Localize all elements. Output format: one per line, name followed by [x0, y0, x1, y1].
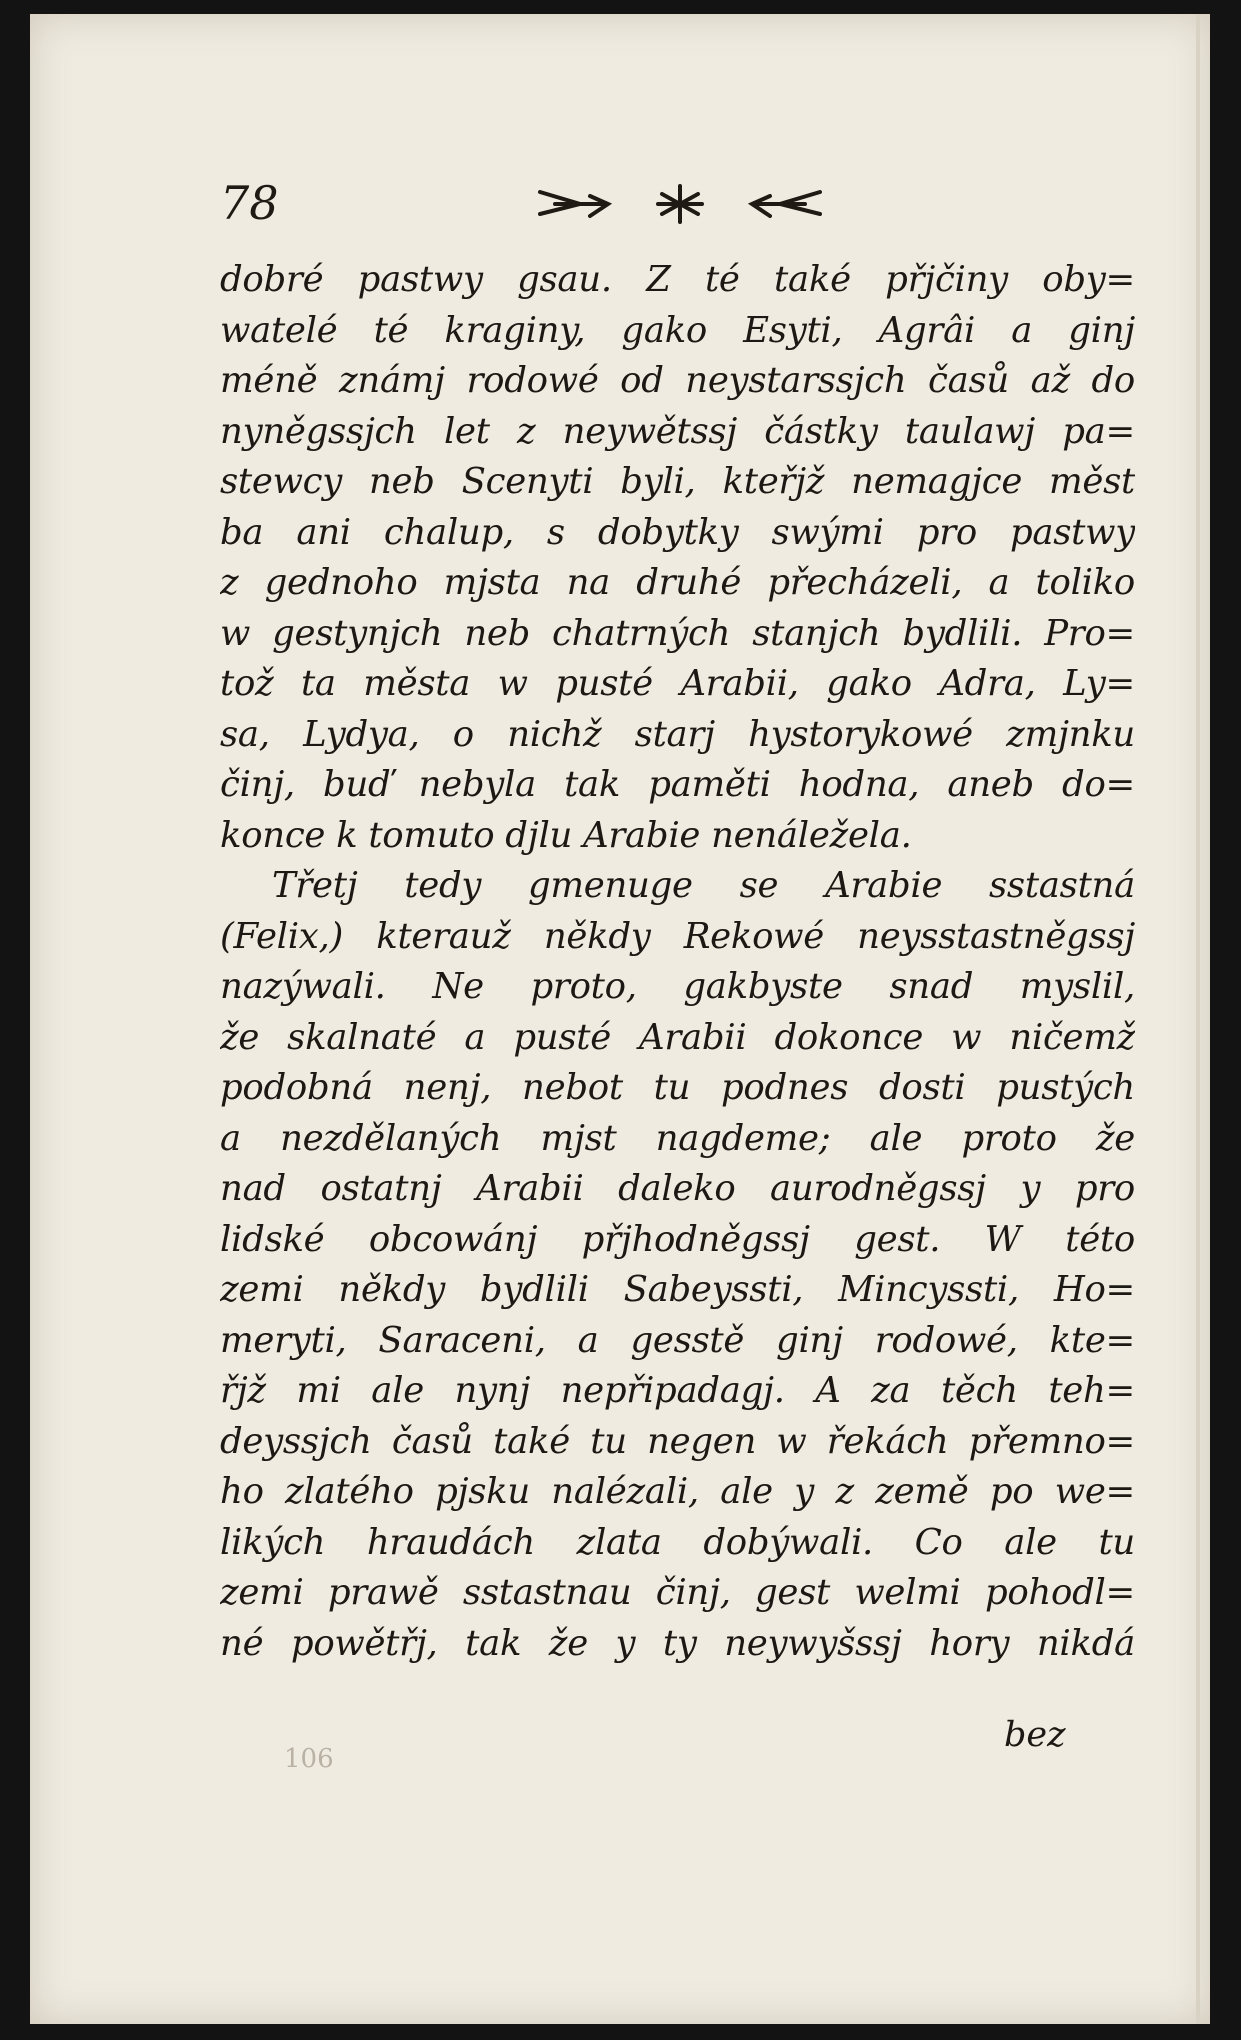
catchword: bez	[1004, 1715, 1066, 1755]
text-line: ba ani chalup, s dobytky swými pro pastwy	[220, 511, 1135, 553]
text-line: likých hraudách zlata dobýwali. Co ale tu	[220, 1521, 1135, 1563]
text-line: dobré pastwy gsau. Z té také přjčiny oby=	[220, 259, 1135, 300]
page-number: 78	[220, 176, 279, 230]
text-line: tož ta města w pusté Arabii, gako Adra, Ly=	[220, 663, 1135, 704]
page-header	[190, 170, 1190, 240]
body-text	[220, 255, 1135, 1669]
text-line: sa, Lydya, o nichž starj hystorykowé zmjnku	[220, 713, 1135, 755]
text-line: podobná nenj, nebot tu podnes dosti pustých	[220, 1067, 1135, 1108]
text-line: méně známj rodowé od neystarssjch časů až do	[220, 360, 1135, 401]
text-line: zemi prawě sstastnau činj, gest welmi pohodl=	[220, 1572, 1135, 1613]
text-line: konce k tomuto djlu Arabie nenáležela.	[220, 814, 912, 856]
text-line: stewcy neb Scenyti byli, kteřjž nemagjce měst	[220, 461, 1135, 502]
signature-mark: 106	[284, 1744, 334, 1774]
text-line: (Felix,) kterauž někdy Rekowé neysstastněgssj	[220, 915, 1135, 957]
text-line: že skalnaté a pusté Arabii dokonce w ničemž	[220, 1016, 1135, 1058]
text-line: lidské obcowánj přjhodněgssj gest. W této	[220, 1218, 1135, 1260]
text-line: watelé té kraginy, gako Esyti, Agrâi a ginj	[220, 309, 1135, 351]
text-line: né powětřj, tak že y ty neywyšssj hory nikdá	[220, 1622, 1135, 1664]
text-line: meryti, Saraceni, a gesstě ginj rodowé, kte=	[220, 1319, 1135, 1361]
asterisk-star-icon	[658, 186, 702, 222]
right-fleuron-icon	[752, 192, 820, 216]
text-line: zemi někdy bydlili Sabeyssti, Mincyssti, Ho=	[220, 1269, 1135, 1310]
text-line: a nezdělaných mjst nagdeme; ale proto že	[220, 1117, 1135, 1159]
text-line: nazýwali. Ne proto, gakbyste snad myslil,	[220, 966, 1135, 1007]
text-line: činj, buď nebyla tak paměti hodna, aneb do=	[220, 764, 1135, 805]
left-fleuron-icon	[540, 192, 608, 216]
text-line: nad ostatnj Arabii daleko aurodněgssj y pro	[220, 1168, 1135, 1209]
text-line: deyssjch časů také tu negen w řekách přemno=	[220, 1420, 1135, 1462]
text-line: ho zlatého pjsku nalézali, ale y z země po we=	[220, 1471, 1135, 1512]
header-ornament	[520, 174, 840, 234]
text-line: w gestynjch neb chatrných stanjch bydlili. Pro=	[220, 612, 1135, 654]
page-edge	[1196, 14, 1200, 2024]
text-line: z gednoho mjsta na druhé přecházeli, a toliko	[220, 562, 1135, 603]
text-line: řjž mi ale nynj nepřipadagj. A za těch teh=	[220, 1370, 1135, 1411]
text-line: nyněgssjch let z neywětssj částky taulawj pa=	[220, 410, 1135, 452]
text-line: Třetj tedy gmenuge se Arabie sstastná	[272, 865, 1135, 906]
